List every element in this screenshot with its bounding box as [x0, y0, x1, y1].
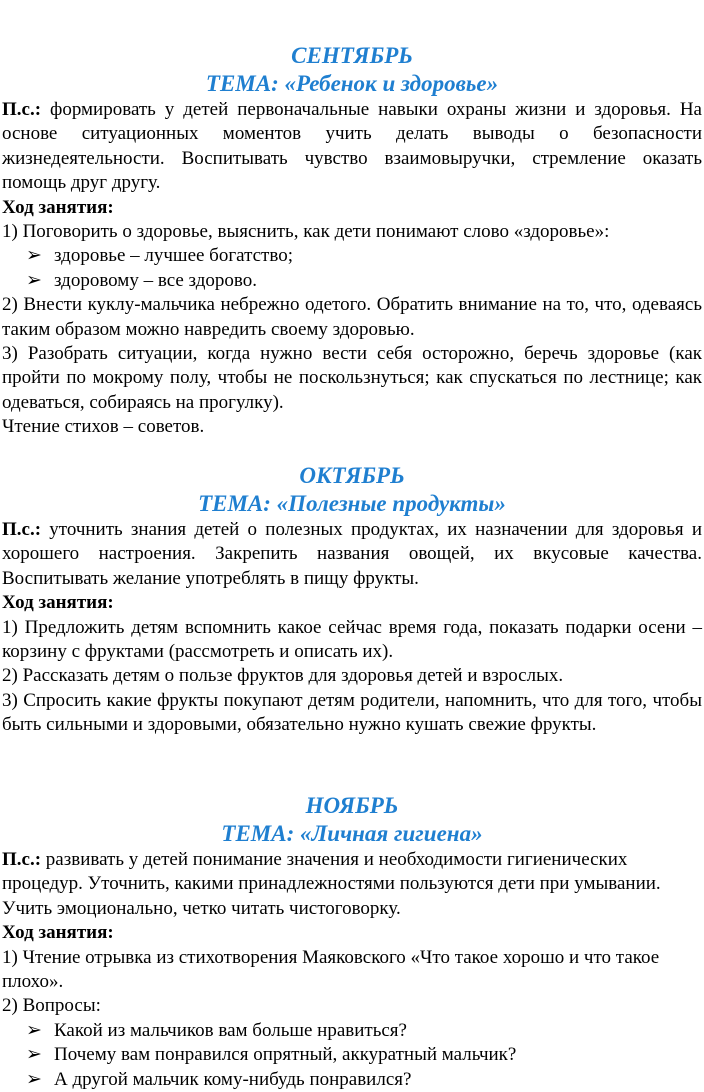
- arrow-bullet-icon: ➢: [26, 245, 42, 267]
- list-item-text: Какой из мальчиков вам больше нравиться?: [54, 1019, 407, 1041]
- list-item: [2, 1043, 702, 1067]
- arrow-bullet-icon: ➢: [26, 1019, 42, 1041]
- goal-label: П.с.:: [2, 849, 42, 870]
- month-heading: ОКТЯБРЬ: [299, 463, 405, 488]
- list-item-text: Почему вам понравился опрятный, аккуратный мальчик?: [54, 1044, 517, 1066]
- step-1: 1) Поговорить о здоровье, выяснить, как дети понимают слово «здоровье»:: [2, 221, 610, 243]
- step-2: 2) Рассказать детям о пользе фруктов для здоровья детей и взрослых.: [2, 665, 564, 687]
- goal-text: развивать у детей понимание значения и необходимости гигиенических процедур. Уточнить, какими принадлежностями пользуются дети при умывании. Учить эмоционально, четко читать чистоговорку.: [2, 849, 661, 919]
- step-3: 3) Спросить какие фрукты покупают детям родители, напомнить, что для того, чтобы быть сильными и здоровыми, обязательно нужно кушать свежие фрукты.: [2, 689, 702, 736]
- goal-paragraph: [2, 518, 702, 591]
- arrow-bullet-icon: ➢: [26, 1044, 42, 1066]
- theme-heading: ТЕМА: «Личная гигиена»: [221, 821, 483, 846]
- list-item: [2, 269, 702, 293]
- arrow-bullet-icon: ➢: [26, 1068, 42, 1090]
- list-item: [2, 1068, 702, 1092]
- list-item-text: А другой мальчик кому-нибудь понравился?: [54, 1068, 412, 1090]
- goal-paragraph: [2, 848, 702, 921]
- course-label: Ход занятия:: [2, 196, 114, 218]
- step-3: 3) Разобрать ситуации, когда нужно вести себя осторожно, беречь здоровье (как пройти по мокрому полу, чтобы не поскользнуться; как спускаться по лестнице; как одеваться, собираясь на прогулку).: [2, 343, 702, 413]
- list-item: [2, 244, 702, 268]
- course-label: Ход занятия:: [2, 592, 114, 614]
- goal-paragraph: [2, 98, 702, 196]
- section-september: [2, 42, 702, 440]
- list-item-text: здоровье – лучшее богатство;: [54, 245, 293, 267]
- goal-label: П.с.:: [2, 519, 42, 540]
- goal-text: формировать у детей первоначальные навыки охраны жизни и здоровья. На основе ситуационных моментов учить делать выводы о безопасности жизнедеятельности. Воспитывать чувство взаимовыручки, стремление оказать помощь друг другу.: [2, 99, 702, 194]
- section-november: [2, 792, 702, 1092]
- step-2: 2) Вопросы:: [2, 995, 101, 1017]
- list-item: [2, 1019, 702, 1043]
- month-heading: СЕНТЯБРЬ: [291, 43, 413, 68]
- section-october: [2, 462, 702, 738]
- course-label: Ход занятия:: [2, 922, 114, 944]
- step-1: 1) Чтение отрывка из стихотворения Маяковского «Что такое хорошо и что такое плохо».: [2, 946, 660, 993]
- month-heading: НОЯБРЬ: [305, 793, 399, 818]
- goal-label: П.с.:: [2, 99, 42, 120]
- arrow-bullet-icon: ➢: [26, 269, 42, 291]
- goal-text: уточнить знания детей о полезных продуктах, их назначении для здоровья и хорошего настроения. Закрепить названия овощей, их вкусовые качества. Воспитывать желание употреблять в пищу фрукты.: [2, 519, 702, 589]
- theme-heading: ТЕМА: «Полезные продукты»: [198, 491, 506, 516]
- list-item-text: здоровому – все здорово.: [54, 269, 257, 291]
- step-1: 1) Предложить детям вспомнить какое сейчас время года, показать подарки осени – корзину с фруктами (рассмотреть и описать их).: [2, 616, 702, 663]
- reading-note: Чтение стихов – советов.: [2, 416, 205, 438]
- step-2: 2) Внести куклу-мальчика небрежно одетого. Обратить внимание на то, что, одеваясь таким образом можно навредить своему здоровью.: [2, 294, 702, 340]
- theme-heading: ТЕМА: «Ребенок и здоровье»: [205, 71, 499, 96]
